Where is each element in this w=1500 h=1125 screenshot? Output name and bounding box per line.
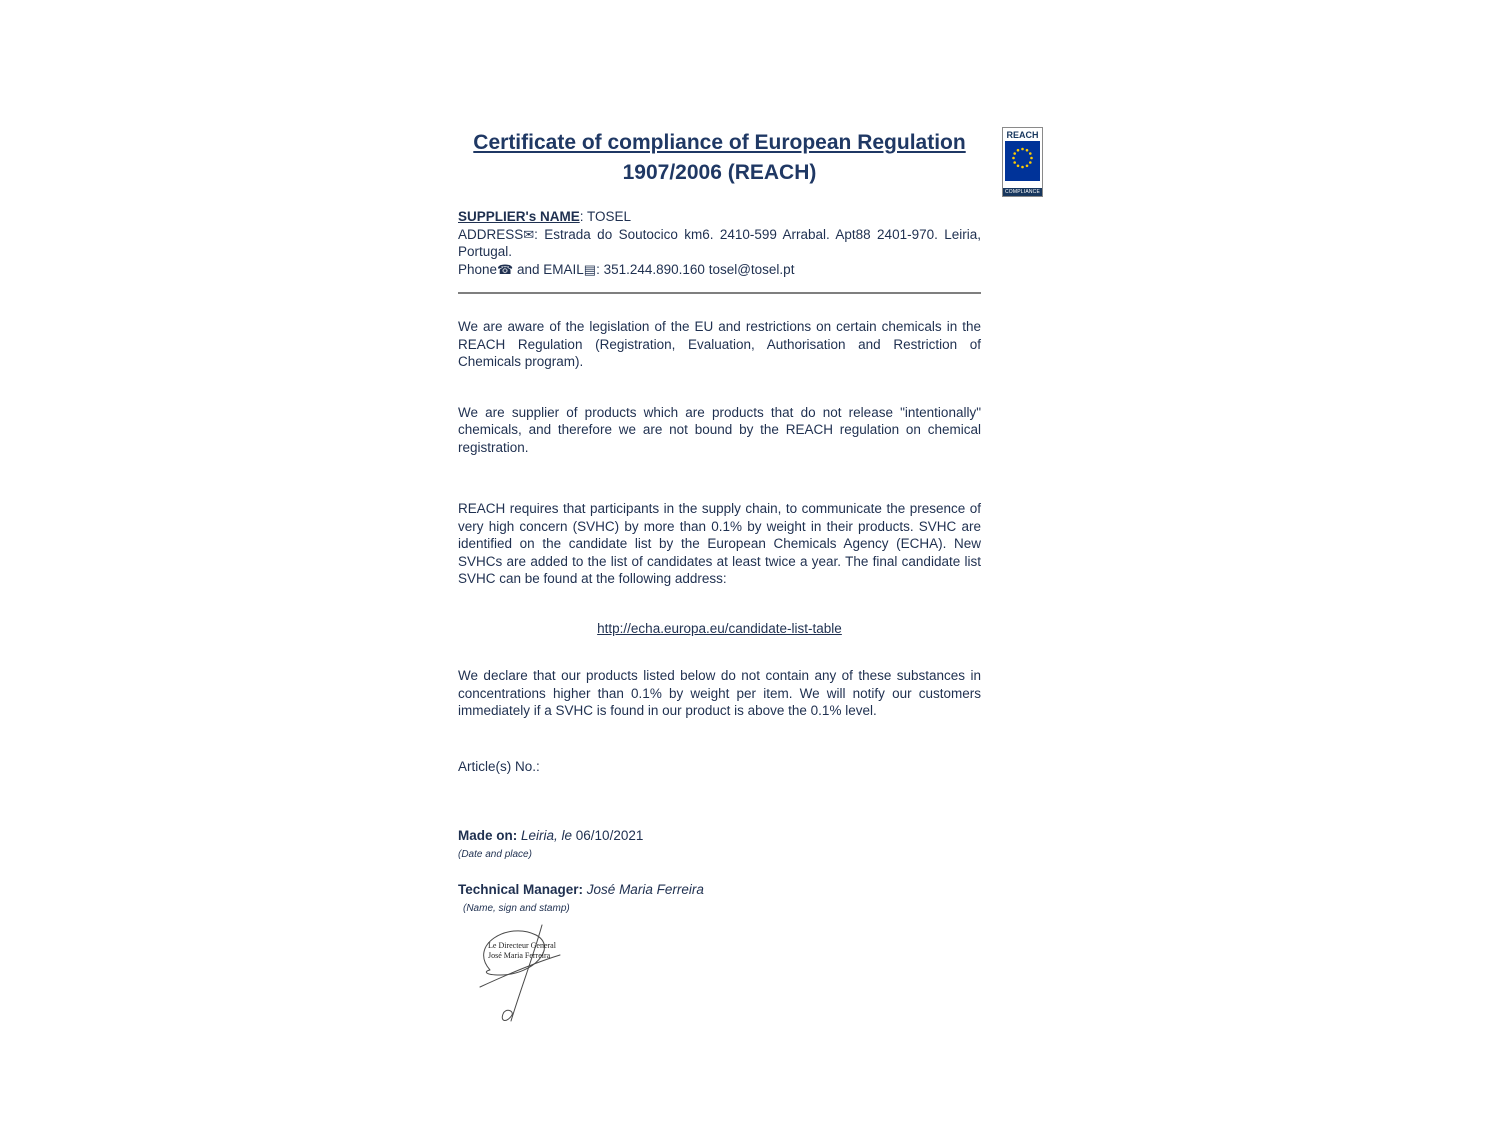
- contact-value: : 351.244.890.160 tosel@tosel.pt: [596, 261, 795, 277]
- paragraph-supplier-statement: We are supplier of products which are products that do not release "intentionally" chemicals, and therefore we are not bound by the REACH regulation on chemical registration.: [458, 404, 981, 455]
- signature-area: [460, 915, 590, 1025]
- candidate-list-link[interactable]: http://echa.europa.eu/candidate-list-table: [597, 620, 842, 636]
- logo-compliance-label: COMPLIANCE: [1004, 189, 1041, 195]
- technical-manager-label: Technical Manager:: [458, 882, 584, 897]
- made-on-date: 06/10/2021: [575, 828, 644, 843]
- envelope-icon: ✉: [523, 226, 535, 242]
- paragraph-declaration: We declare that our products listed below do not contain any of these substances in concentrations higher than 0.1% by weight per item. We will notify our customers immediately if a SVHC is found in our product is above the 0.1% level.: [458, 668, 981, 718]
- supplier-address-line: [458, 226, 981, 261]
- signature-stamp-text: [488, 941, 556, 961]
- supplier-name-sep: :: [579, 209, 587, 224]
- supplier-name-value: TOSEL: [587, 209, 632, 224]
- made-on-label: Made on:: [458, 828, 518, 843]
- address-value: : Estrada do Soutocico km6. 2410-599 Arrabal. Apt88 2401-970. Leiria, Portugal.: [458, 226, 981, 259]
- date-place-note: (Date and place): [458, 848, 532, 860]
- technical-manager-line: [458, 881, 981, 899]
- phone-label: Phone: [458, 261, 498, 277]
- technical-manager-name: José Maria Ferreira: [583, 882, 704, 897]
- divider-line: [458, 292, 981, 294]
- email-icon: ▤: [583, 261, 597, 277]
- address-label: ADDRESS: [458, 226, 524, 242]
- title-line2: 1907/2006 (REACH): [622, 161, 817, 184]
- link-row: [458, 620, 981, 638]
- paragraph-svhc-requirements: REACH requires that participants in the supply chain, to communicate the presence of very high concern (SVHC) by more than 0.1% by weight in their products. SVHC are identified on the candidate list by the European Chemicals Agency (ECHA). New SVHCs are added to the list of candidates at least twice a year. The final candidate list SVHC can be found at the following address:: [458, 501, 981, 586]
- supplier-name-label: SUPPLIER's NAME: [458, 209, 580, 224]
- supplier-contact-line: [458, 261, 981, 279]
- phone-icon: ☎: [497, 261, 514, 277]
- title-line1: Certificate of compliance of European Regulation: [473, 131, 966, 154]
- paragraph-awareness: We are aware of the legislation of the EU and restrictions on certain chemicals in the REACH Regulation (Registration, Evaluation, Authorisation and Restriction of Chemicals program).: [458, 319, 981, 369]
- document-title: [458, 128, 981, 188]
- signature-text-line1: Le Directeur General: [488, 941, 556, 950]
- document-body: [458, 128, 981, 960]
- signature-text-line2: José Maria Ferreira: [488, 951, 551, 960]
- eu-stars-flag-icon: [1005, 141, 1040, 181]
- reach-compliance-logo: [1002, 127, 1043, 197]
- logo-reach-label: REACH: [1006, 130, 1039, 140]
- made-on-place: Leiria, le: [517, 828, 576, 843]
- name-sign-note: (Name, sign and stamp): [463, 902, 570, 914]
- signature-scribble-icon: [460, 915, 590, 1025]
- supplier-block: [458, 208, 981, 278]
- and-email-label: and EMAIL: [513, 261, 584, 277]
- articles-label: Article(s) No.:: [458, 758, 540, 774]
- made-on-line: [458, 827, 981, 845]
- supplier-name-line: [458, 208, 981, 226]
